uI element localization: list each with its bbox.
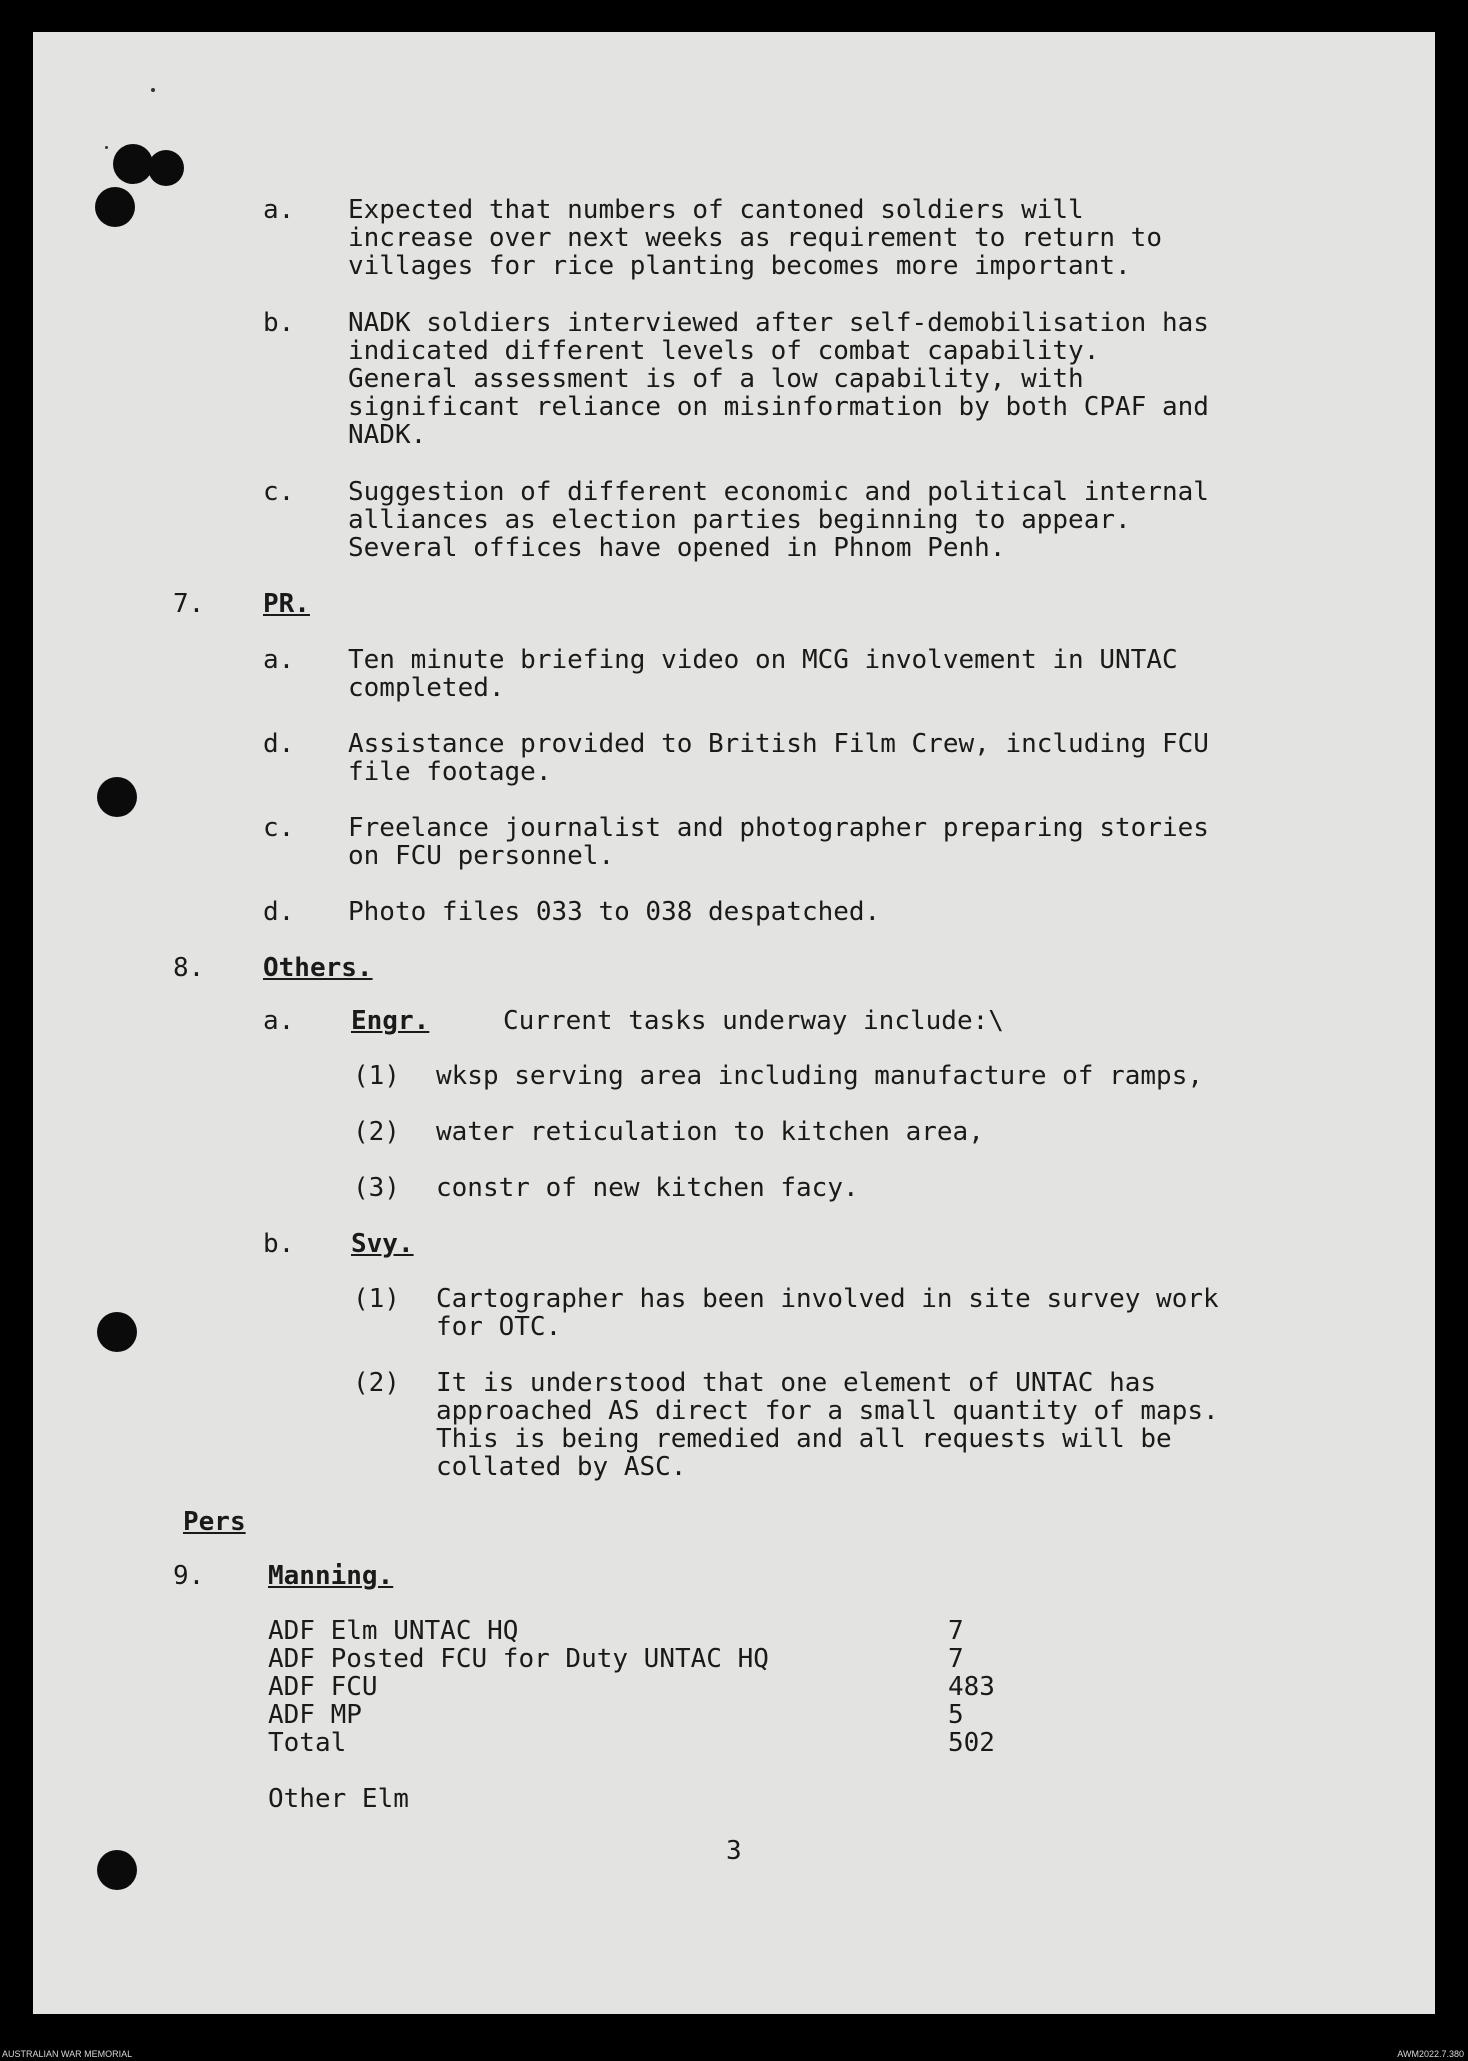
footer-accession-number: AWM2022.7.380 (1397, 2049, 1464, 2059)
item-8a1-line: wksp serving area including manufacture of ramps, (436, 1061, 1204, 1091)
item-7c-label: c. (263, 813, 295, 843)
item-6c-label: c. (263, 477, 295, 507)
item-8b2-label: (2) (353, 1368, 400, 1398)
item-8a3-label: (3) (353, 1173, 400, 1203)
section-7-heading: PR. (263, 589, 310, 619)
page-number: 3 (726, 1836, 742, 1866)
section-7-number: 7. (173, 589, 205, 619)
footer-bar (0, 2047, 1468, 2061)
manning-row-value: 502 (948, 1728, 995, 1758)
section-8-heading: Others. (263, 953, 373, 983)
item-6b-line: NADK. (348, 420, 427, 450)
item-7c-line: on FCU personnel. (348, 841, 615, 871)
manning-row-value: 7 (948, 1644, 964, 1674)
item-8a2-label: (2) (353, 1117, 400, 1147)
manning-row-label: ADF MP (268, 1700, 362, 1730)
item-6b-label: b. (263, 308, 295, 338)
section-9-heading: Manning. (268, 1561, 394, 1591)
item-7a-line: Ten minute briefing video on MCG involvement in UNTAC (348, 645, 1178, 675)
section-9-number: 9. (173, 1561, 205, 1591)
item-8b2-line: collated by ASC. (436, 1452, 687, 1482)
item-8a2-line: water reticulation to kitchen area, (436, 1117, 984, 1147)
item-7c-line: Freelance journalist and photographer preparing stories (348, 813, 1209, 843)
item-8b1-line: for OTC. (436, 1312, 562, 1342)
item-7d2-line: Photo files 033 to 038 despatched. (348, 897, 881, 927)
paper-speck (105, 146, 108, 149)
item-6b-line: significant reliance on misinformation by both CPAF and (348, 392, 1209, 422)
punch-hole (97, 777, 137, 817)
item-6a-line: increase over next weeks as requirement to return to (348, 223, 1162, 253)
manning-row-value: 7 (948, 1616, 964, 1646)
item-6c-line: Several offices have opened in Phnom Penh. (348, 533, 1006, 563)
item-6a-label: a. (263, 195, 295, 225)
manning-row-label: ADF Elm UNTAC HQ (268, 1616, 519, 1646)
item-7d-label: d. (263, 729, 295, 759)
pers-heading: Pers (183, 1507, 246, 1537)
item-8b1-label: (1) (353, 1284, 400, 1314)
item-7d2-label: d. (263, 897, 295, 927)
item-6b-line: indicated different levels of combat capability. (348, 336, 1100, 366)
item-6c-line: alliances as election parties beginning to appear. (348, 505, 1131, 535)
item-8b2-line: approached AS direct for a small quantity of maps. (436, 1396, 1219, 1426)
section-8-number: 8. (173, 953, 205, 983)
item-8a3-line: constr of new kitchen facy. (436, 1173, 859, 1203)
manning-row-label: Total (268, 1728, 347, 1758)
document-page (33, 32, 1435, 2014)
item-8b-label: b. (263, 1229, 295, 1259)
manning-row-value: 483 (948, 1672, 995, 1702)
item-6c-line: Suggestion of different economic and political internal (348, 477, 1209, 507)
item-7d-line: Assistance provided to British Film Crew, including FCU (348, 729, 1209, 759)
item-8b2-line: This is being remedied and all requests will be (436, 1424, 1172, 1454)
item-6a-line: Expected that numbers of cantoned soldiers will (348, 195, 1084, 225)
item-8a-intro: Current tasks underway include:\ (503, 1006, 1004, 1036)
punch-hole (95, 187, 135, 227)
punch-hole (148, 150, 184, 186)
other-elm: Other Elm (268, 1784, 409, 1814)
manning-row-label: ADF Posted FCU for Duty UNTAC HQ (268, 1644, 769, 1674)
item-8b-heading: Svy. (351, 1229, 414, 1259)
punch-hole (97, 1312, 137, 1352)
item-8a-heading: Engr. (351, 1006, 430, 1036)
paper-speck (151, 88, 155, 92)
manning-row-label: ADF FCU (268, 1672, 378, 1702)
manning-row-value: 5 (948, 1700, 964, 1730)
item-8a1-label: (1) (353, 1061, 400, 1091)
item-6b-line: NADK soldiers interviewed after self-demobilisation has (348, 308, 1209, 338)
item-8a-label: a. (263, 1006, 295, 1036)
item-6a-line: villages for rice planting becomes more important. (348, 251, 1131, 281)
item-7a-label: a. (263, 645, 295, 675)
punch-hole (113, 144, 153, 184)
item-7d-line: file footage. (348, 757, 552, 787)
item-8b2-line: It is understood that one element of UNTAC has (436, 1368, 1157, 1398)
item-8b1-line: Cartographer has been involved in site survey work (436, 1284, 1219, 1314)
item-6b-line: General assessment is of a low capability, with (348, 364, 1084, 394)
punch-hole (97, 1850, 137, 1890)
footer-institution: AUSTRALIAN WAR MEMORIAL (2, 2049, 133, 2059)
item-7a-line: completed. (348, 673, 505, 703)
